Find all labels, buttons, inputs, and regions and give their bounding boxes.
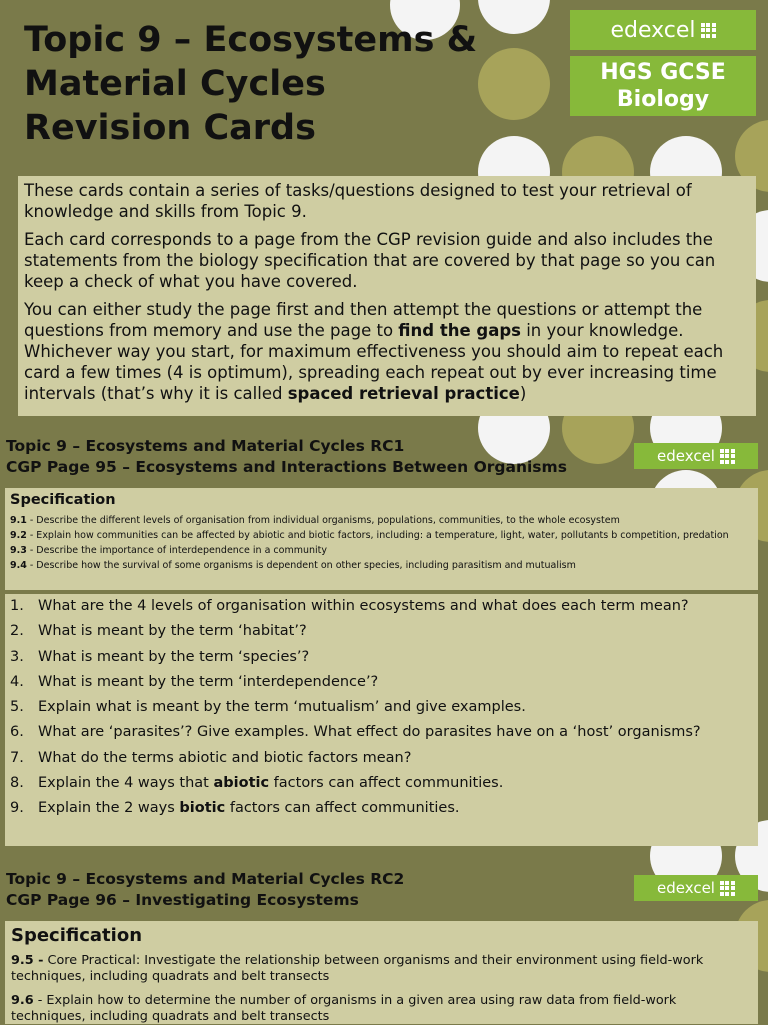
- spec-title: Specification: [11, 925, 143, 946]
- question-list: [10, 594, 753, 822]
- question-item: 3. What is meant by the term ‘species’?: [10, 648, 310, 665]
- logo-grid-icon: [701, 23, 716, 38]
- logo-text: edexcel: [657, 879, 715, 897]
- title-line: Material Cycles: [24, 64, 326, 104]
- badge-line: Biology: [616, 87, 710, 112]
- emphasis-find-the-gaps: find the gaps: [398, 321, 521, 340]
- card2-heading: [6, 869, 404, 911]
- card1-edexcel-logo: [634, 443, 758, 469]
- logo-grid-icon: [720, 881, 735, 896]
- card2-edexcel-logo: [634, 875, 758, 901]
- badge-line: HGS GCSE: [600, 60, 726, 85]
- title-line: Revision Cards: [24, 108, 316, 148]
- question-item: 8. Explain the 4 ways that abiotic factors can affect communities.: [10, 775, 504, 792]
- question-item: 2. What is meant by the term ‘habitat’?: [10, 623, 307, 640]
- question-item: 7. What do the terms abiotic and biotic factors mean?: [10, 749, 412, 766]
- emphasis-spaced-retrieval: spaced retrieval practice: [287, 384, 520, 403]
- spec-item: 9.3 - Describe the importance of interdependence in a community: [10, 545, 327, 556]
- card1-spec-panel: [5, 488, 758, 590]
- spec-item: 9.5 - Core Practical: Investigate the relationship between organisms and their environment using field-work techniques, including quadrats and belt transects: [11, 953, 704, 984]
- question-item: 1. What are the 4 levels of organisation within ecosystems and what does each term mean?: [10, 598, 689, 614]
- intro-paragraph: These cards contain a series of tasks/questions designed to test your retrieval of knowledge and skills from Topic 9.: [24, 181, 692, 221]
- card2-spec-panel: [5, 921, 758, 1024]
- card1-questions-panel: [5, 594, 758, 846]
- question-item: 4. What is meant by the term ‘interdependence’?: [10, 673, 379, 690]
- page-title: [24, 18, 477, 150]
- card1-heading-line: CGP Page 95 – Ecosystems and Interactions Between Organisms: [6, 458, 567, 476]
- card1-heading: [6, 436, 567, 478]
- question-item: 5. Explain what is meant by the term ‘mutualism’ and give examples.: [10, 699, 526, 716]
- spec-item: 9.4 - Describe how the survival of some organisms is dependent on other species, including parasitism and mutualism: [10, 560, 576, 571]
- question-item: 6. What are ‘parasites’? Give examples. What effect do parasites have on a ‘host’ organisms?: [10, 724, 701, 741]
- intro-paragraph: Each card corresponds to a page from the CGP revision guide and also includes the statements from the biology specification that are covered by that page so you can keep a check of what you have covered.: [24, 230, 716, 291]
- logo-grid-icon: [720, 449, 735, 464]
- course-badge: [570, 56, 756, 116]
- spec-item: 9.6 - Explain how to determine the number of organisms in a given area using raw data from field-work techniques, including quadrats and belt transects: [11, 993, 677, 1024]
- spec-title: Specification: [10, 492, 116, 508]
- card2-heading-line: Topic 9 – Ecosystems and Material Cycles RC2: [6, 870, 405, 888]
- intro-paragraph: You can either study the page first and then attempt the questions or attempt the questions from memory and use the page to find the gaps in your knowledge. Whichever way you start, for maximum effectiveness you should aim to repeat each card a few times (4 is optimum), spreading each repeat out by ever increasing time intervals (that’s why it is called spaced retrieval practice): [24, 300, 724, 403]
- title-line: Topic 9 – Ecosystems &: [24, 20, 478, 60]
- edexcel-logo: [570, 10, 756, 50]
- intro-panel: [18, 176, 756, 416]
- card2-heading-line: CGP Page 96 – Investigating Ecosystems: [6, 891, 359, 909]
- spec-item: 9.1 - Describe the different levels of organisation from individual organisms, populations, communities, to the whole ecosystem: [10, 515, 620, 526]
- spec-item: 9.2 - Explain how communities can be affected by abiotic and biotic factors, including: a temperature, light, water, pollutants b competition, predation: [10, 530, 729, 541]
- logo-text: edexcel: [657, 447, 715, 465]
- question-item: 9. Explain the 2 ways biotic factors can affect communities.: [10, 800, 460, 817]
- card1-heading-line: Topic 9 – Ecosystems and Material Cycles RC1: [6, 437, 405, 455]
- logo-text: edexcel: [610, 17, 696, 43]
